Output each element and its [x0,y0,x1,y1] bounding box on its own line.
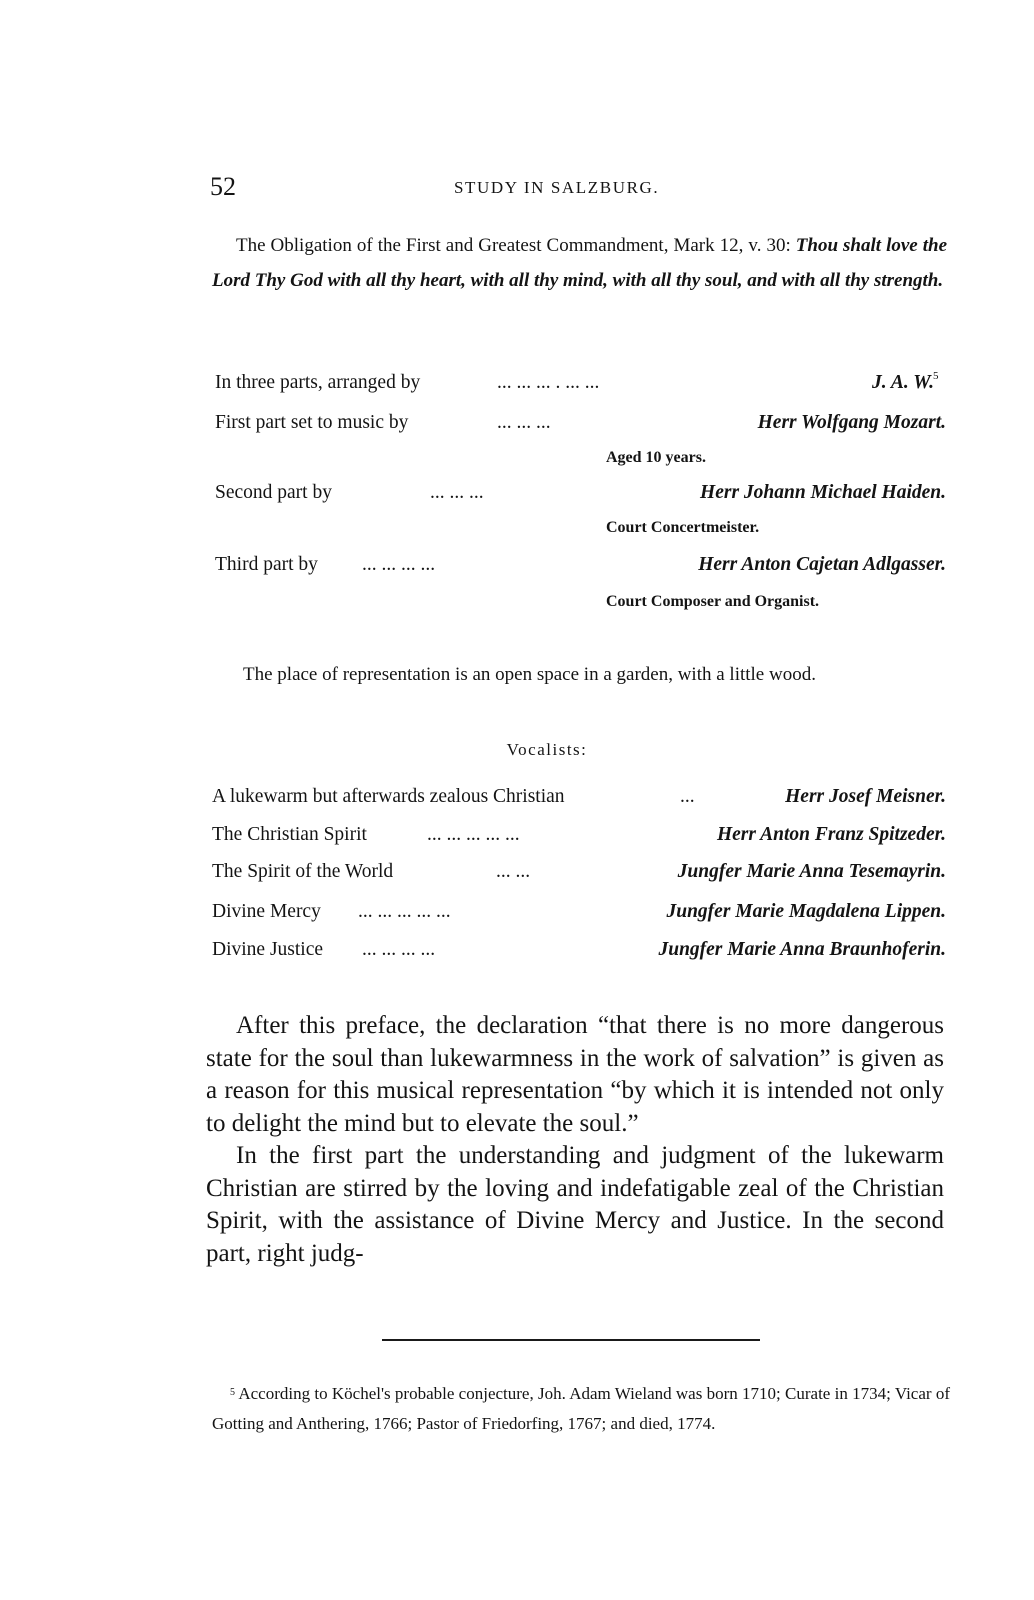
vocalist-dots: ... [680,786,695,807]
vocalist-dots: ... ... ... ... [362,939,436,960]
vocalist-dots: ... ... ... ... ... [358,901,451,922]
obligation-quote: Thou shalt love the Lord Thy God with all thy heart, with all thy mind, with all thy soul, and with all thy strength. [212,235,948,291]
vocalist-singer: Jungfer Marie Anna Tesemayrin. [677,861,946,882]
credit-name: Herr Anton Cajetan Adlgasser. [698,554,946,575]
vocalists-heading: Vocalists: [506,740,588,759]
body-text [206,1010,944,1270]
place-text: The place of representation is an open space in a garden, with a little wood. [243,664,816,685]
running-title: STUDY IN SALZBURG. [454,178,660,197]
footnote [212,1378,950,1439]
vocalist-dots: ... ... ... ... ... [427,824,520,845]
credit-dots: ... ... ... ... [362,554,436,575]
credit-label: In three parts, arranged by [215,372,421,393]
vocalist-singer: Jungfer Marie Anna Braunhoferin. [658,939,946,960]
footnote-text: According to Köchel's probable conjecture, Joh. Adam Wieland was born 1710; Curate in 1734; Vicar of Gotting and Anthering, 1766; Pastor of Friedorfing, 1767; and died, 1774. [212,1384,950,1433]
credit-label: Second part by [215,482,332,503]
vocalist-role: Divine Justice [212,939,324,960]
footnote-divider [382,1339,760,1341]
credit-dots: ... ... ... . ... ... [497,372,600,393]
place-paragraph [212,658,947,692]
obligation-intro: The Obligation of the First and Greatest Commandment, Mark 12, v. 30: [236,235,791,256]
vocalist-singer: Herr Anton Franz Spitzeder. [716,824,946,845]
credit-note: Aged 10 years. [606,449,706,466]
vocalist-role: The Christian Spirit [212,824,367,845]
credit-note: Court Concertmeister. [606,519,760,536]
credit-dots: ... ... ... [497,412,551,433]
body-paragraph: After this preface, the declaration “that there is no more dangerous state for the soul than lukewarmness in the work of salvation” is given as a reason for this musical representation “by which it is intended not only to delight the mind but to elevate the soul.” [206,1012,944,1137]
credit-label: First part set to music by [215,412,409,433]
page-number: 52 [210,172,236,201]
vocalist-role: Divine Mercy [212,901,321,922]
vocalist-dots: ... ... [496,861,531,882]
vocalist-singer: Herr Josef Meisner. [785,786,946,807]
vocalist-role: A lukewarm but afterwards zealous Christian [212,786,565,807]
credit-name: Herr Wolfgang Mozart. [757,412,946,433]
credit-dots: ... ... ... [430,482,484,503]
credit-name: J. A. W. [872,372,934,393]
vocalist-role: The Spirit of the World [212,861,394,882]
credit-label: Third part by [215,554,318,575]
credit-name: Herr Johann Michael Haiden. [700,482,946,503]
vocalist-singer: Jungfer Marie Magdalena Lippen. [666,901,946,922]
credit-note: Court Composer and Organist. [606,593,820,610]
body-paragraph: In the first part the understanding and judgment of the lukewarm Christian are stirred by the loving and indefatigable zeal of the Christian Spirit, with the assistance of Divine Mercy and Justice. In the second part, right judg- [206,1142,944,1267]
obligation-title [212,228,947,298]
footnote-marker: 5 [230,1387,235,1398]
credit-footnote-ref: 5 [933,370,939,382]
